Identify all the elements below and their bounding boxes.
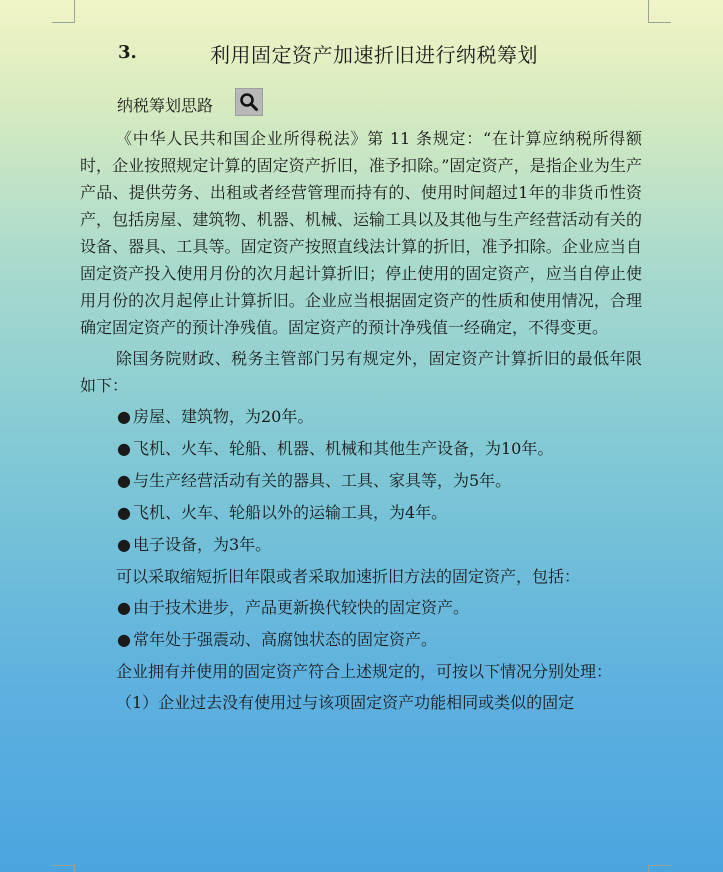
list-item-text: 飞机、火车、轮船、机器、机械和其他生产设备，为10年。 <box>133 439 554 458</box>
list-item-text: 与生产经营活动有关的器具、工具、家具等，为5年。 <box>133 471 512 490</box>
section-number: 3. <box>118 42 137 63</box>
page-corner-mark-top-right <box>648 0 671 23</box>
list-item-text: 由于技术进步，产品更新换代较快的固定资产。 <box>133 598 470 617</box>
bullet-icon: ● <box>117 598 131 617</box>
search-icon[interactable] <box>235 88 263 116</box>
list-item-text: 飞机、火车、轮船以外的运输工具，为4年。 <box>133 503 448 522</box>
bullet-icon: ● <box>117 630 131 649</box>
page-corner-mark-bottom-left <box>52 865 75 872</box>
bullet-icon: ● <box>117 471 131 490</box>
page-corner-mark-top-left <box>52 0 75 23</box>
document-page <box>80 38 642 720</box>
list-item <box>80 594 642 621</box>
list-item-text: 电子设备，为3年。 <box>133 535 272 554</box>
section-heading <box>80 38 642 70</box>
paragraph-accelerated-intro: 可以采取缩短折旧年限或者采取加速折旧方法的固定资产，包括： <box>116 567 581 586</box>
paragraph-case-1: （1）企业过去没有使用过与该项固定资产功能相同或类似的固定 <box>116 693 575 712</box>
bullet-icon: ● <box>117 503 131 522</box>
bullet-icon: ● <box>117 439 131 458</box>
paragraph-min-years: 除国务院财政、税务主管部门另有规定外，固定资产计算折旧的最低年限如下： <box>80 349 642 395</box>
list-item-text: 房屋、建筑物，为20年。 <box>133 407 314 426</box>
subheading-label: 纳税筹划思路 <box>117 96 214 115</box>
list-item <box>80 435 642 462</box>
list-item <box>80 499 642 526</box>
list-item-text: 常年处于强震动、高腐蚀状态的固定资产。 <box>133 630 438 649</box>
document-body <box>80 125 642 716</box>
subheading-row <box>80 88 642 118</box>
list-item <box>80 467 642 494</box>
bullet-icon: ● <box>117 535 131 554</box>
list-item <box>80 531 642 558</box>
list-item <box>80 403 642 430</box>
section-title: 利用固定资产加速折旧进行纳税筹划 <box>210 43 538 67</box>
paragraph-tax-law: 《中华人民共和国企业所得税法》第 11 条规定：“在计算应纳税所得额时，企业按照规定计算的固定资产折旧，准予扣除。”固定资产，是指企业为生产产品、提供劳务、出租或者经营管理而持有的、使用时间超过1年的非货币性资产，包括房屋、建筑物、机器、机械、运输工具以及其他与生产经营活动有关的设备、器具、工具等。固定资产按照直线法计算的折旧，准予扣除。企业应当自固定资产投入使用月份的次月起计算折旧；停止使用的固定资产，应当自停止使用月份的次月起停止计算折旧。企业应当根据固定资产的性质和使用情况，合理确定固定资产的预计净残值。固定资产的预计净残值一经确定，不得变更。 <box>80 129 642 337</box>
paragraph-handling: 企业拥有并使用的固定资产符合上述规定的，可按以下情况分别处理： <box>116 662 613 681</box>
list-item <box>80 626 642 653</box>
bullet-icon: ● <box>117 407 131 426</box>
magnifier-glyph <box>239 92 259 112</box>
page-corner-mark-bottom-right <box>648 865 671 872</box>
